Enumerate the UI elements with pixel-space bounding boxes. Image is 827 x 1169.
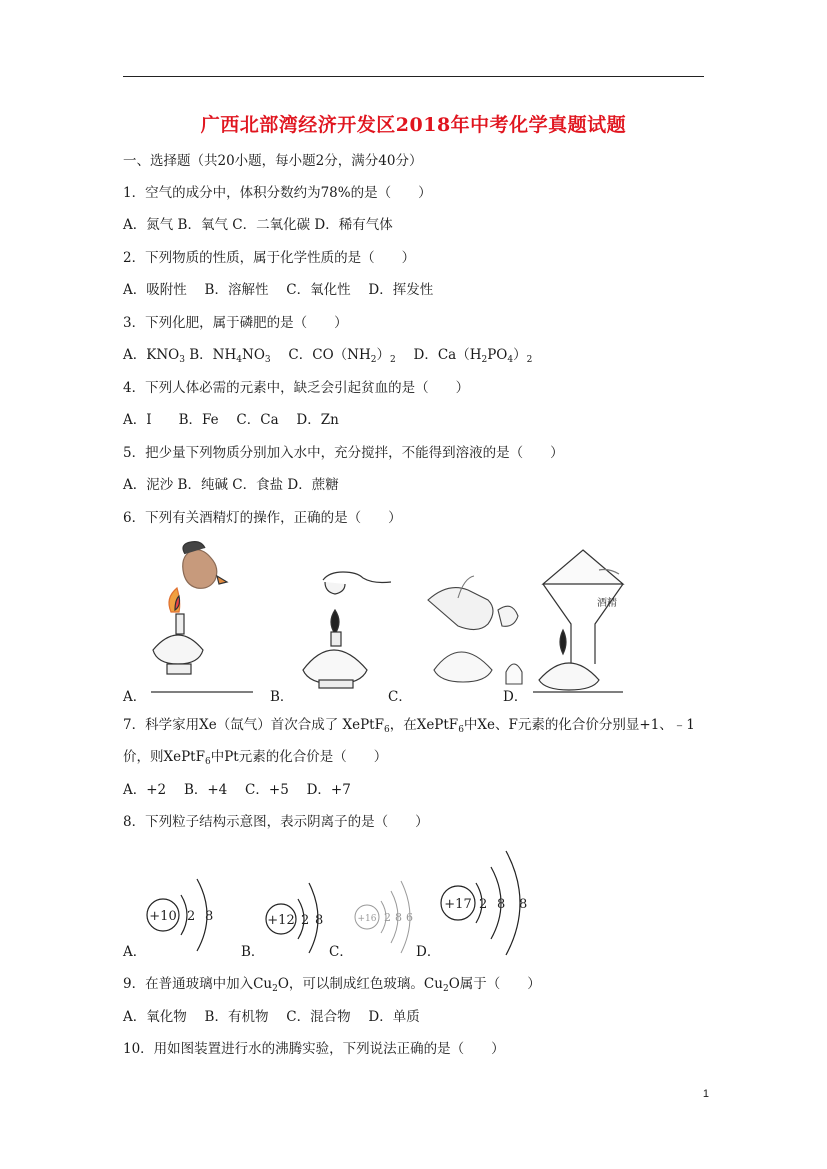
fig-d-alcohol-label: 酒精 — [597, 598, 617, 609]
atom-diagram-b — [266, 883, 323, 953]
atom-a-nucleus: +10 — [149, 909, 177, 924]
atom-a-shell-1: 2 — [187, 909, 196, 924]
alcohol-lamp-illustrations — [123, 540, 723, 700]
q9-options: A．氧化物 B．有机物 C．混合物 D．单质 — [123, 1009, 420, 1025]
page-number: 1 — [702, 1088, 709, 1100]
q9-stem: 9．在普通玻璃中加入$Cu_2O$，可以制成红色玻璃。$Cu_2O$属于（ ） — [123, 976, 541, 994]
atom-diagram-c — [355, 881, 413, 953]
atom-b-nucleus: +12 — [267, 913, 295, 928]
atom-b-shell-1: 2 — [301, 913, 310, 928]
fig-c-tilted-lamp — [428, 576, 522, 684]
atom-c-nucleus: +16 — [357, 914, 377, 924]
q2-stem: 2．下列物质的性质，属于化学性质的是（ ） — [123, 250, 416, 266]
q7-line2: 价，则XePtF$_6$中Pt元素的化合价是（ ） — [123, 749, 388, 767]
q4-options: A．I B．Fe C．Ca D．Zn — [123, 412, 339, 428]
q5-options: A．泥沙 B．纯碱 C．食盐 D．蔗糖 — [123, 477, 339, 493]
atom-c-shell-3: 6 — [406, 911, 413, 924]
q6-label-b: B． — [270, 689, 294, 705]
atom-a-shell-2: 8 — [205, 909, 214, 924]
q2-options: A．吸附性 B．溶解性 C．氧化性 D．挥发性 — [123, 282, 434, 298]
q5-stem: 5．把少量下列物质分别加入水中，充分搅拌，不能得到溶液的是（ ） — [123, 445, 564, 461]
q6-label-c: C． — [388, 689, 412, 705]
atom-d-shell-1: 2 — [479, 897, 488, 912]
atom-c-shell-2: 8 — [395, 911, 402, 924]
section-heading: 一、选择题（共20小题，每小题2分，满分40分） — [123, 153, 423, 169]
q8-label-a: A． — [123, 944, 147, 960]
q8-diagrams — [123, 845, 543, 960]
q4-stem: 4．下列人体必需的元素中，缺乏会引起贫血的是（ ） — [123, 380, 470, 396]
q6-label-d: D． — [503, 689, 528, 705]
fig-a-blowing-lamp — [151, 542, 253, 692]
q7-line1: 7．科学家用Xe（氙气）首次合成了 XePtF$_6$，在XePtF$_6$中Xe、F元素的化合价分别显+1、﹣1 — [123, 717, 695, 735]
atom-d-shell-2: 8 — [497, 897, 506, 912]
atom-diagram-a — [147, 879, 213, 951]
atom-diagram-d — [441, 851, 527, 955]
q1-options: A．氮气 B．氧气 C．二氧化碳 D．稀有气体 — [123, 217, 393, 233]
atom-d-nucleus: +17 — [444, 897, 472, 912]
q7-options: A．+2 B．+4 C．+5 D．+7 — [123, 782, 351, 798]
q1-stem: 1．空气的成分中，体积分数约为78%的是（ ） — [123, 185, 432, 201]
fig-b-lighting-lamp — [303, 572, 391, 688]
atom-c-shell-1: 2 — [384, 911, 391, 924]
q3-stem: 3．下列化肥，属于磷肥的是（ ） — [123, 315, 348, 331]
q6-figures — [123, 540, 723, 705]
q6-stem: 6．下列有关酒精灯的操作，正确的是（ ） — [123, 510, 402, 526]
page-title: 广西北部湾经济开发区2018年中考化学真题试题 — [200, 114, 627, 136]
q8-label-b: B． — [241, 944, 265, 960]
q10-stem: 10．用如图装置进行水的沸腾实验，下列说法正确的是（ ） — [123, 1041, 505, 1057]
q8-label-c: C． — [329, 944, 353, 960]
q8-label-d: D． — [416, 944, 441, 960]
header-rule — [123, 76, 704, 77]
q8-stem: 8．下列粒子结构示意图，表示阴离子的是（ ） — [123, 814, 429, 830]
atom-b-shell-2: 8 — [315, 913, 324, 928]
fig-d-funnel-lamp — [533, 550, 623, 692]
atom-d-shell-3: 8 — [519, 897, 528, 912]
q3-options: A．$KNO_3$ B．$NH_4NO_3$ C．$CO(NH_2)_2$ D．$Ca(H_2PO_4)_2$ — [123, 347, 533, 365]
q6-label-a: A． — [123, 689, 147, 705]
